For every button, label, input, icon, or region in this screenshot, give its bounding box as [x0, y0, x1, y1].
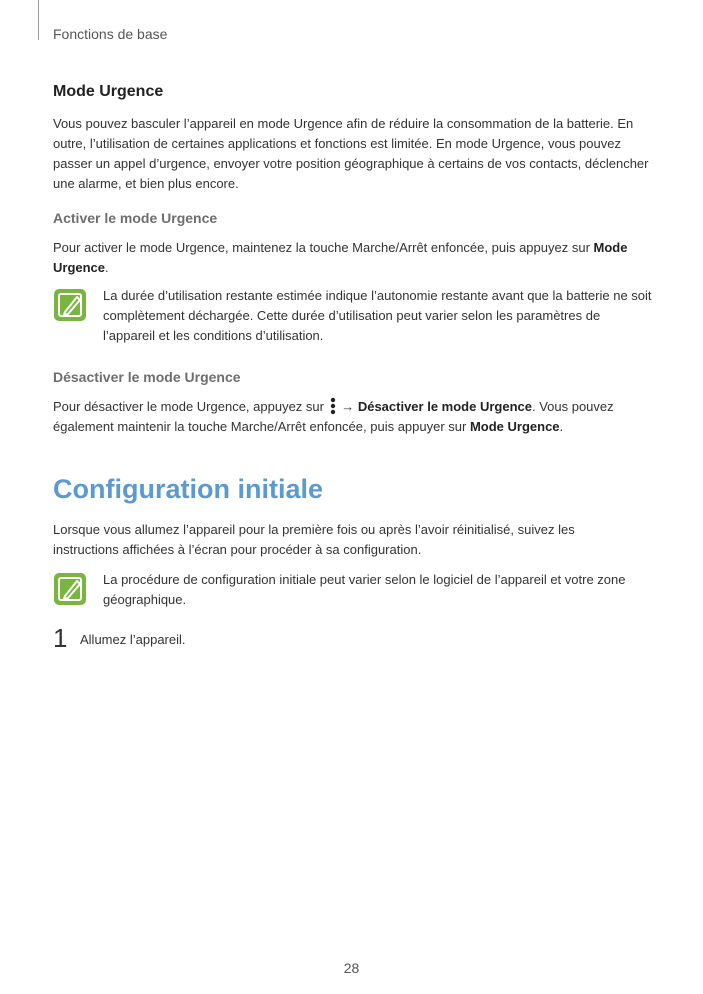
mode-urgence-intro: Vous pouvez basculer l’appareil en mode Urgence afin de réduire la consommation de la batterie. En outre, l’utilisation de certaines applications et fonctions est limitée. En mode Urgence, vous pouvez passer un appel d’urgence, envoyer votre position géographique à certains de vos contacts, déclencher une alarme, et bien plus encore. [53, 116, 649, 191]
deactivate-text-2: . Vous pouvez également maintenir la touche Marche/Arrêt enfoncée, puis appuyer sur [53, 399, 614, 434]
step-number: 1 [53, 623, 68, 653]
deactivate-title: Désactiver le mode Urgence [53, 369, 241, 385]
mode-urgence-title: Mode Urgence [53, 83, 164, 100]
deactivate-arrow: → [337, 399, 358, 414]
configuration-title: Configuration initiale [53, 474, 323, 504]
deactivate-bold-2: Mode Urgence [469, 419, 560, 434]
activate-text [53, 238, 653, 278]
note-icon [53, 572, 87, 606]
activate-bold: Mode Urgence [53, 240, 628, 275]
page-number: 28 [343, 960, 360, 976]
header-rule [38, 0, 39, 40]
activate-text-after: . [105, 260, 109, 275]
configuration-intro: Lorsque vous allumez l’appareil pour la première fois ou après l’avoir réinitialisé, suivez les instructions affichées à l’écran pour procéder à sa configuration. [53, 522, 575, 557]
note-configuration-text: La procédure de configuration initiale peut varier selon le logiciel de l’appareil et votre zone géographique. [103, 572, 626, 607]
deactivate-text-1: Pour désactiver le mode Urgence, appuyez sur [53, 399, 328, 414]
note-battery-text: La durée d’utilisation restante estimée indique l’autonomie restante avant que la batterie ne soit complètement déchargée. Cette durée d’utilisation peut varier selon les paramètres de l’appareil et les conditions d’utilisation. [103, 288, 652, 343]
activate-title: Activer le mode Urgence [53, 210, 218, 226]
step-text: Allumez l’appareil. [80, 632, 186, 647]
deactivate-text [53, 397, 643, 437]
deactivate-bold-1: Désactiver le mode Urgence [357, 399, 532, 414]
more-options-icon [330, 397, 336, 415]
header-section: Fonctions de base [53, 26, 168, 42]
note-icon [53, 288, 87, 322]
activate-text-before: Pour activer le mode Urgence, maintenez la touche Marche/Arrêt enfoncée, puis appuyez sur [53, 240, 594, 255]
deactivate-text-3: . [559, 419, 564, 434]
